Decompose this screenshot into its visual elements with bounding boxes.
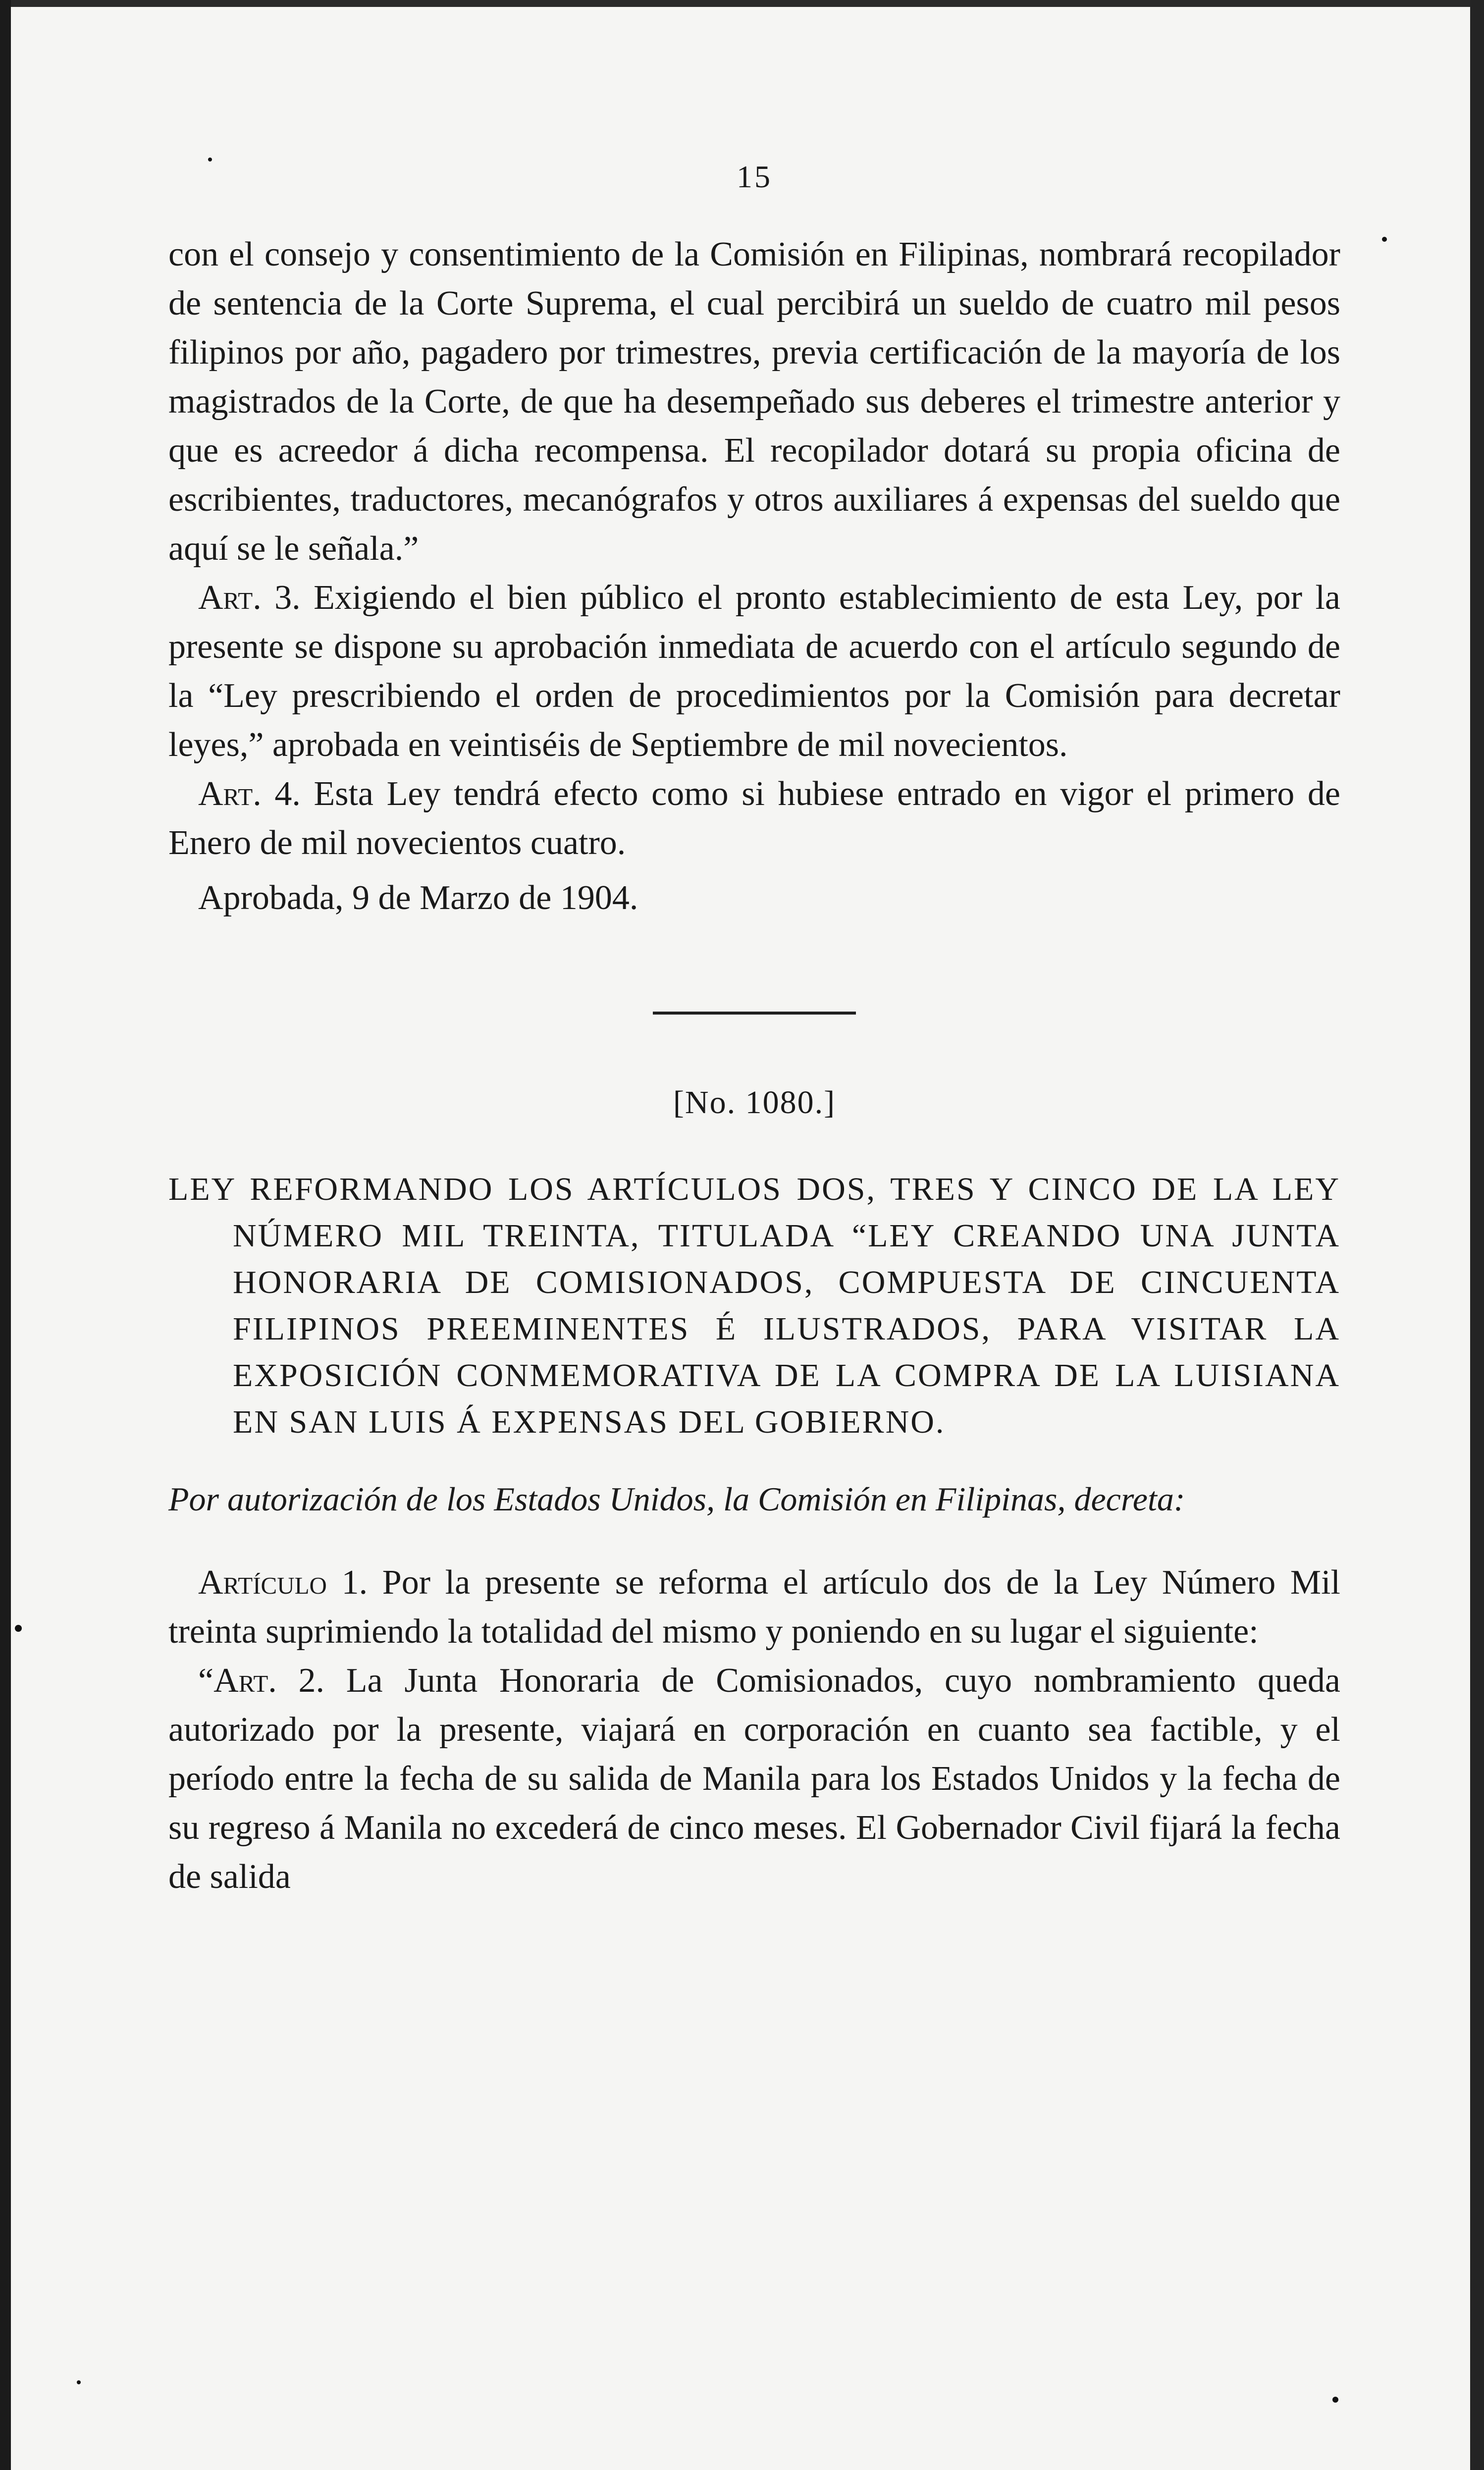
- approval-date: Aprobada, 9 de Marzo de 1904.: [198, 879, 638, 917]
- article-1-label: Artículo 1.: [198, 1563, 368, 1602]
- article-3: [168, 573, 1340, 769]
- speck: [15, 1625, 22, 1632]
- article-4: [168, 769, 1340, 867]
- scan-edge-top: [0, 0, 1484, 7]
- article-2: [168, 1656, 1340, 1901]
- article-4-label: Art. 4.: [198, 775, 301, 813]
- article-2-label: “Art. 2.: [198, 1662, 325, 1700]
- section-divider: [653, 1012, 856, 1015]
- article-1: [168, 1558, 1340, 1656]
- page-number: 15: [737, 159, 772, 194]
- law-title: LEY REFORMANDO LOS ARTÍCULOS DOS, TRES Y CINCO DE LA LEY NÚMERO MIL TREINTA, TITULADA “LEY CREANDO UNA JUNTA HONORARIA DE COMISIONADOS, COMPUESTA DE CINCUENTA FILIPINOS PREEMINENTES É ILUSTRADOS, PARA VISITAR LA EXPOSICIÓN CONMEMORATIVA DE LA COMPRA DE LA LUISIANA EN SAN LUIS Á EXPENSAS DEL GOBIERNO.: [168, 1171, 1340, 1440]
- scan-edge-right: [1470, 0, 1484, 2470]
- speck: [77, 2380, 81, 2384]
- paragraph-continuation: con el consejo y consentimiento de la Comisión en Filipinas, nombrará recopilador de sentencia de la Corte Suprema, el cual percibirá un sueldo de cuatro mil pesos filipinos por año, pagadero por trimestres, previa certificación de la mayoría de los magistrados de la Corte, de que ha desempeñado sus deberes el trimestre anterior y que es acreedor á dicha recompensa. El recopilador dotará su propia oficina de escribientes, traductores, mecanógrafos y otros auxiliares á expensas del sueldo que aquí se le señala.”: [168, 235, 1340, 568]
- speck: [1382, 237, 1387, 242]
- article-2-text: La Junta Honoraria de Comisionados, cuyo nombramiento queda autorizado por la presente, viajará en corporación en cuanto sea factible, y el período entre la fecha de su salida de Manila para los Estados Unidos y la fecha de su regreso á Manila no excederá de cinco meses. El Gobernador Civil fijará la fecha de salida: [168, 1662, 1340, 1896]
- law-number: [No. 1080.]: [673, 1084, 836, 1121]
- article-3-label: Art. 3.: [198, 579, 301, 617]
- enacting-clause: Por autorización de los Estados Unidos, la Comisión en Filipinas, decreta:: [168, 1480, 1185, 1518]
- speck: [1332, 2397, 1338, 2403]
- article-4-text: Esta Ley tendrá efecto como si hubiese entrado en vigor el primero de Enero de mil novecientos cuatro.: [168, 775, 1340, 862]
- article-3-text: Exigiendo el bien público el pronto establecimiento de esta Ley, por la presente se dispone su aprobación inmediata de acuerdo con el artículo segundo de la “Ley prescribiendo el orden de procedimientos por la Comisión para decretar leyes,” aprobada en veintiséis de Septiembre de mil novecientos.: [168, 579, 1340, 764]
- page-content: [168, 159, 1340, 1901]
- article-1-text: Por la presente se reforma el artículo dos de la Ley Número Mil treinta suprimiendo la totalidad del mismo y poniendo en su lugar el siguiente:: [168, 1563, 1341, 1651]
- scan-edge-left: [0, 0, 11, 2470]
